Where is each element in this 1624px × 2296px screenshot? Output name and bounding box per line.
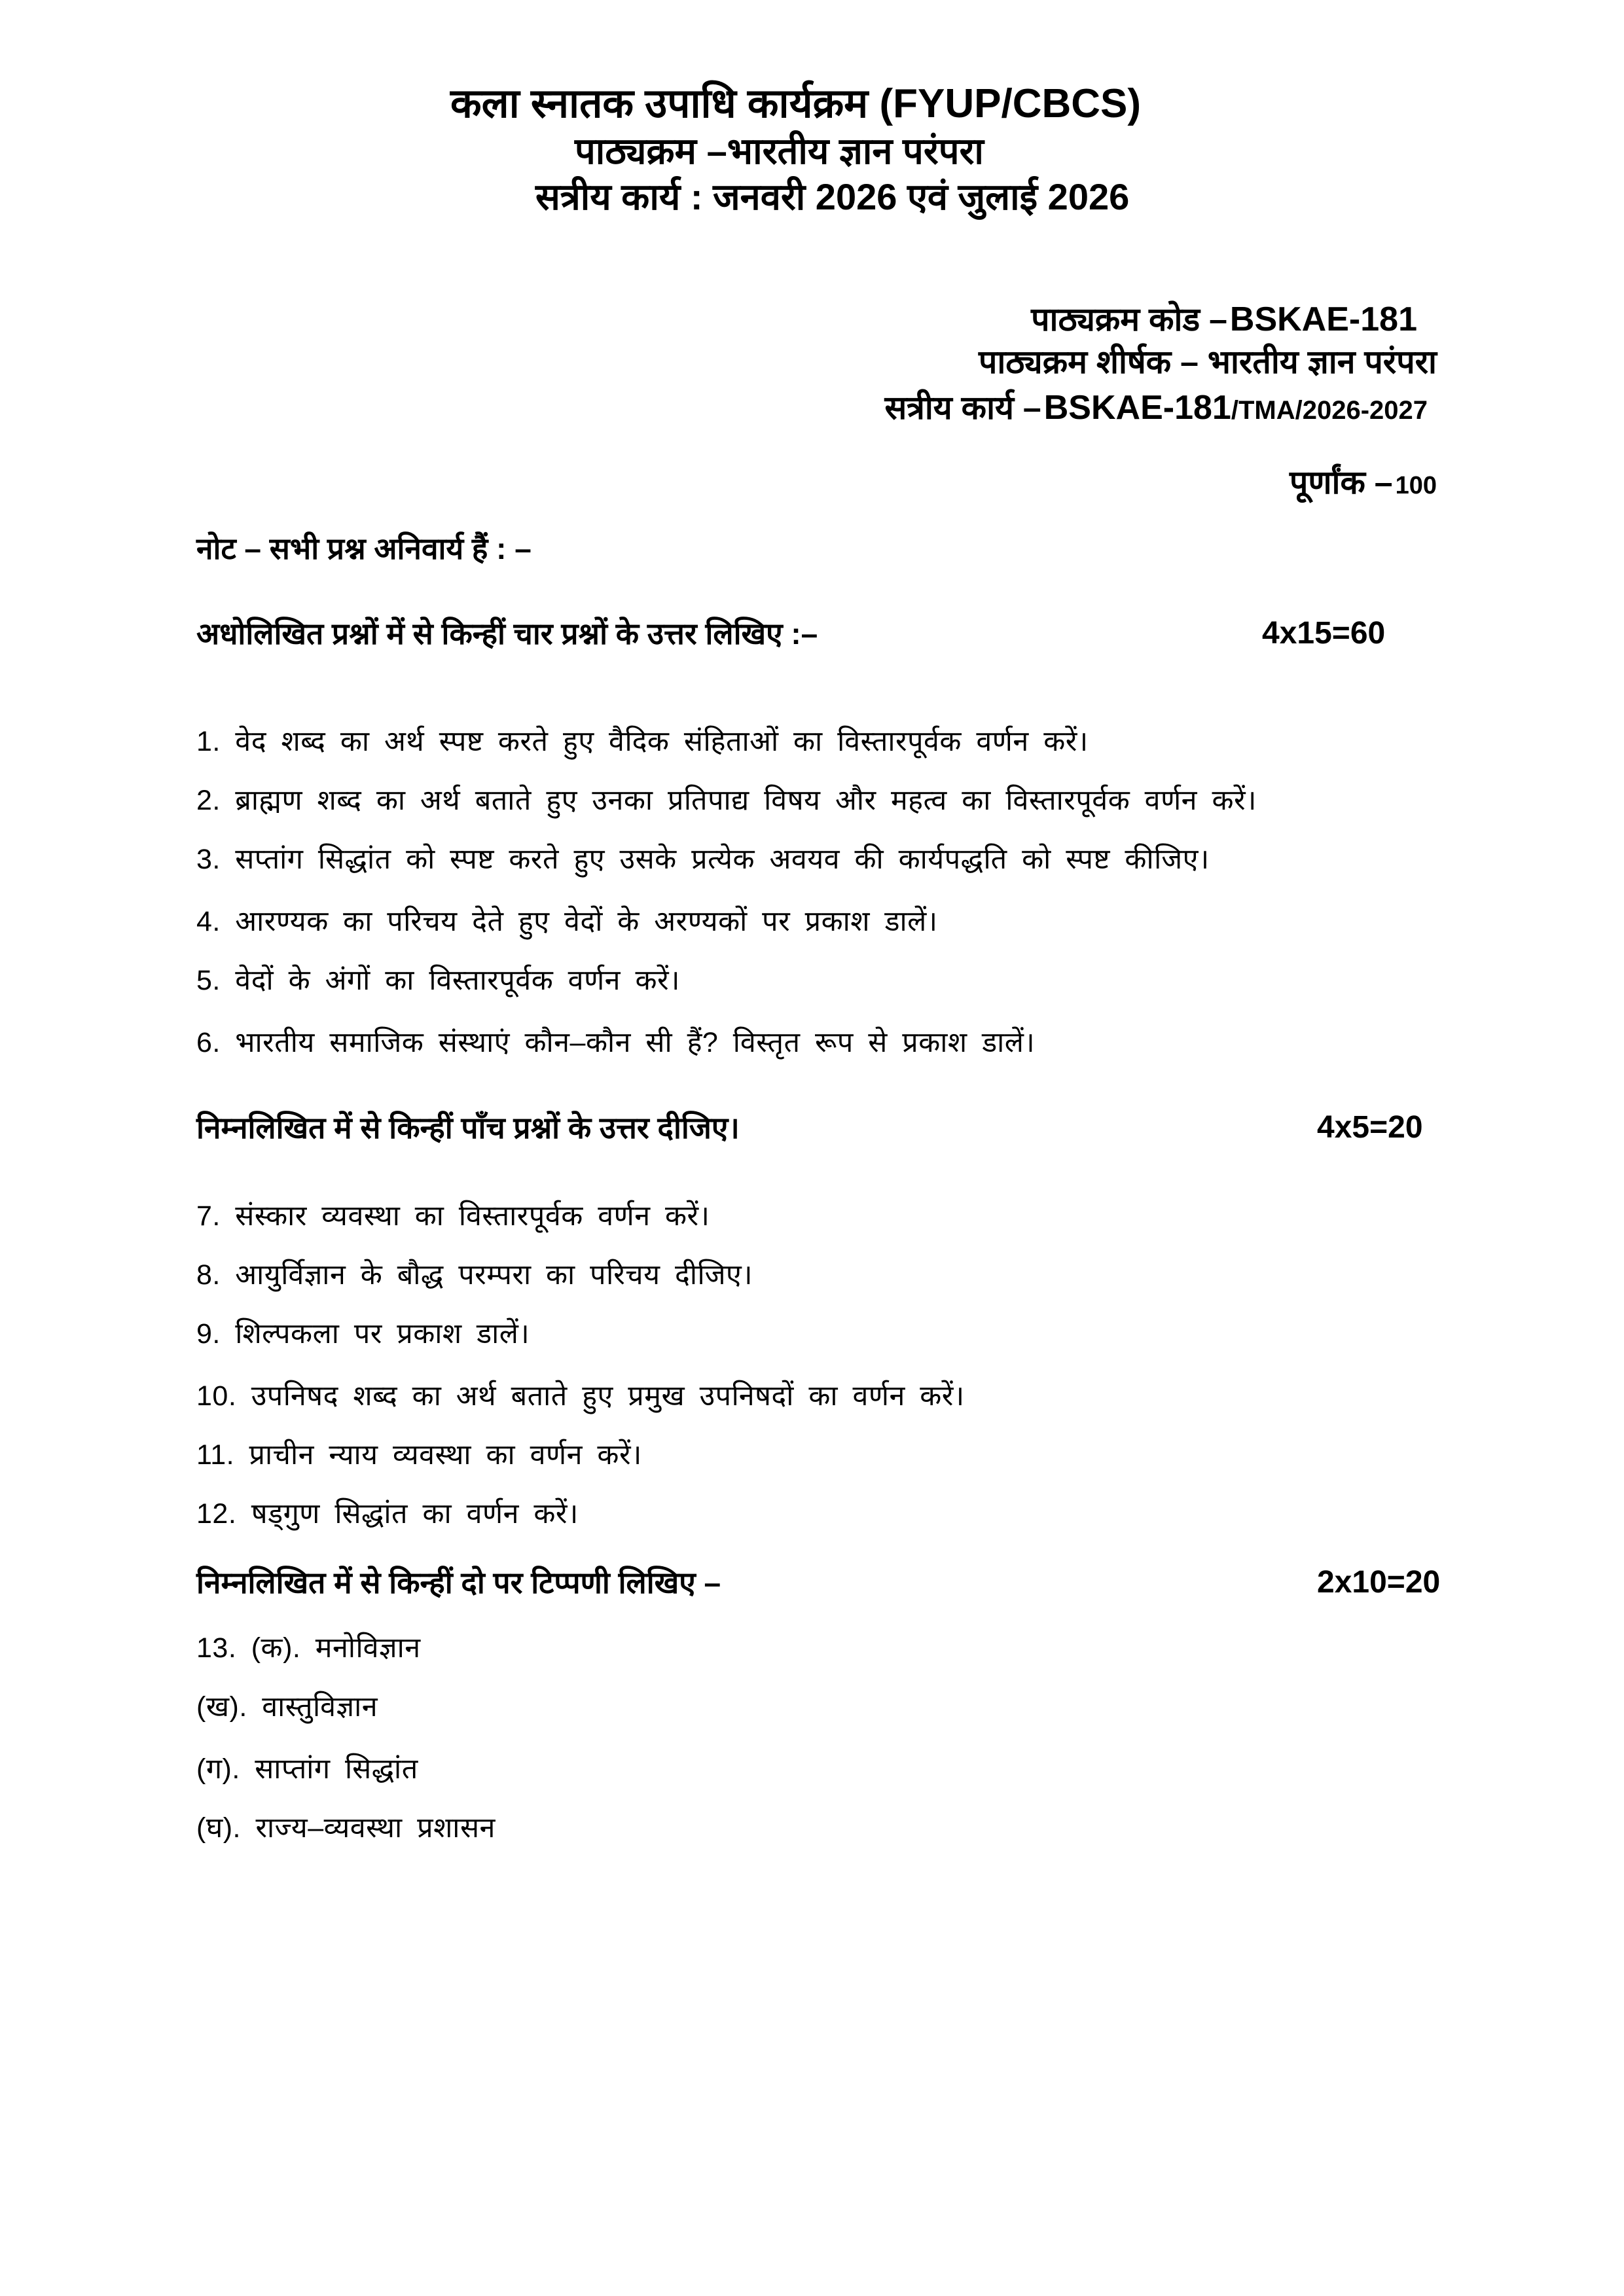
section-1-instruction: अधोलिखित प्रश्नों में से किन्हीं चार प्रश्नों के उत्तर लिखिए :– xyxy=(196,617,818,651)
course-title-label: पाठ्यक्रम शीर्षक – xyxy=(978,344,1199,380)
section-2-marks: 4x5=20 xyxy=(1317,1110,1423,1145)
course-code-line xyxy=(1031,302,1417,336)
assignment-code: BSKAE-181 xyxy=(1043,389,1231,427)
assignment-line xyxy=(884,391,1428,425)
course-subtitle: पाठ्यक्रम –भारतीय ज्ञान परंपरा xyxy=(575,130,984,171)
question-13-kha: (ख). वास्तुविज्ञान xyxy=(196,1691,378,1723)
assignment-label: सत्रीय कार्य – xyxy=(884,389,1041,426)
question-13-gha: (घ). राज्य–व्यवस्था प्रशासन xyxy=(196,1812,496,1844)
section-2-instruction: निम्नलिखित में से किन्हीं पाँच प्रश्नों के उत्तर दीजिए। xyxy=(196,1111,740,1145)
course-code-label: पाठ्यक्रम कोड – xyxy=(1031,301,1227,338)
question-9: 9. शिल्पकला पर प्रकाश डालें। xyxy=(196,1318,530,1350)
section-1-marks: 4x15=60 xyxy=(1262,616,1386,651)
note: नोट – सभी प्रश्न अनिवार्य हैं : – xyxy=(196,531,532,565)
course-title-line xyxy=(979,346,1437,378)
question-5: 5. वेदों के अंगों का विस्तारपूर्वक वर्णन करें। xyxy=(196,965,680,996)
session-line: सत्रीय कार्य : जनवरी 2026 एवं जुलाई 2026 xyxy=(535,176,1130,217)
question-13-ka: 13. (क). मनोविज्ञान xyxy=(196,1632,421,1664)
question-1: 1. वेद शब्द का अर्थ स्पष्ट करते हुए वैदिक संहिताओं का विस्तारपूर्वक वर्णन करें। xyxy=(196,726,1089,757)
question-13-ga: (ग). साप्तांग सिद्धांत xyxy=(196,1753,418,1785)
question-8: 8. आयुर्विज्ञान के बौद्ध परम्परा का परिचय दीजिए। xyxy=(196,1259,753,1291)
question-7: 7. संस्कार व्यवस्था का विस्तारपूर्वक वर्णन करें। xyxy=(196,1200,710,1232)
question-10: 10. उपनिषद शब्द का अर्थ बताते हुए प्रमुख उपनिषदों का वर्णन करें। xyxy=(196,1380,965,1412)
program-title: कला स्नातक उपाधि कार्यक्रम (FYUP/CBCS) xyxy=(450,81,1142,126)
section-3-instruction: निम्नलिखित में से किन्हीं दो पर टिप्पणी लिखिए – xyxy=(196,1566,721,1600)
course-code: BSKAE-181 xyxy=(1229,300,1417,338)
max-marks-value: 100 xyxy=(1395,472,1437,499)
assignment-code-suffix: /TMA/2026-2027 xyxy=(1231,396,1428,425)
course-title: भारतीय ज्ञान परंपरा xyxy=(1207,344,1437,380)
max-marks-line xyxy=(1290,466,1437,499)
section-3-marks: 2x10=20 xyxy=(1317,1565,1441,1600)
question-4: 4. आरण्यक का परिचय देते हुए वेदों के अरण्यकों पर प्रकाश डालें। xyxy=(196,906,938,937)
question-12: 12. षड्गुण सिद्धांत का वर्णन करें। xyxy=(196,1498,579,1530)
question-6: 6. भारतीय समाजिक संस्थाएं कौन–कौन सी हैं? विस्तृत रूप से प्रकाश डालें। xyxy=(196,1027,1036,1058)
question-3: 3. सप्तांग सिद्धांत को स्पष्ट करते हुए उसके प्रत्येक अवयव की कार्यपद्धति को स्पष्ट कीजिए। xyxy=(196,844,1210,875)
question-2: 2. ब्राह्मण शब्द का अर्थ बताते हुए उनका प्रतिपाद्य विषय और महत्व का विस्तारपूर्वक वर्णन करें। xyxy=(196,785,1257,816)
max-marks-label: पूर्णांक – xyxy=(1289,464,1393,501)
question-11: 11. प्राचीन न्याय व्यवस्था का वर्णन करें। xyxy=(196,1439,642,1471)
